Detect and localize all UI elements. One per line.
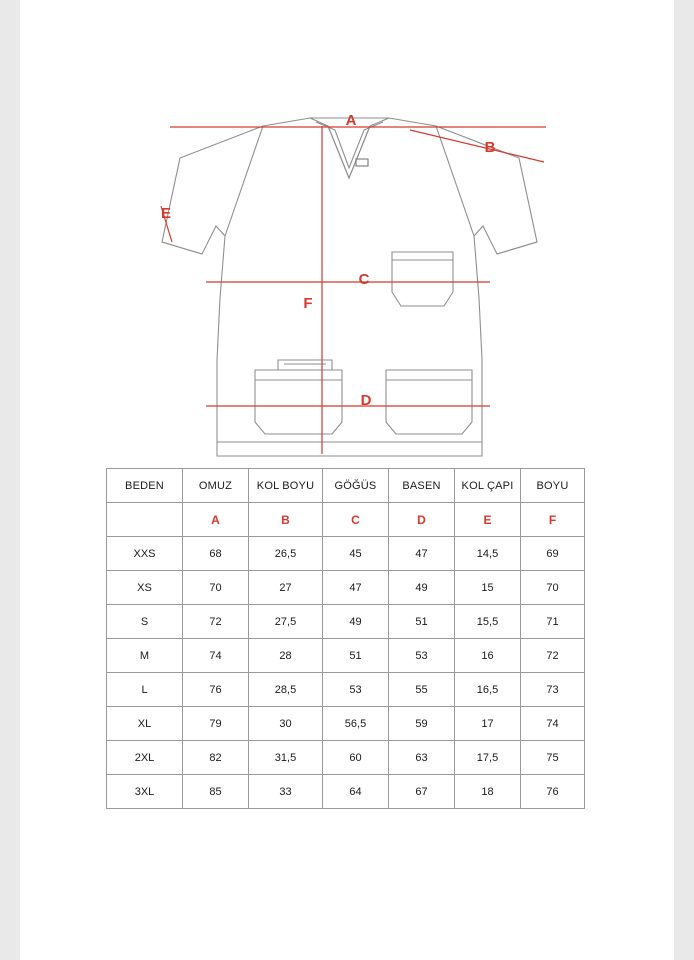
- letter-cell-blank: [107, 503, 183, 537]
- table-row: [107, 741, 585, 775]
- value-cell: 68: [183, 537, 249, 571]
- value-cell: 72: [183, 605, 249, 639]
- table-header-row: [107, 469, 585, 503]
- size-cell: XS: [107, 571, 183, 605]
- value-cell: 51: [389, 605, 455, 639]
- size-cell: XXS: [107, 537, 183, 571]
- letter-cell-a: A: [183, 503, 249, 537]
- value-cell: 76: [183, 673, 249, 707]
- value-cell: 53: [323, 673, 389, 707]
- column-header-basen: BASEN: [389, 469, 455, 503]
- column-header-beden: BEDEN: [107, 469, 183, 503]
- value-cell: 30: [249, 707, 323, 741]
- value-cell: 49: [389, 571, 455, 605]
- table-body: [107, 503, 585, 809]
- value-cell: 31,5: [249, 741, 323, 775]
- table-header: [107, 469, 585, 503]
- size-cell: S: [107, 605, 183, 639]
- value-cell: 49: [323, 605, 389, 639]
- letter-cell-e: E: [455, 503, 521, 537]
- letter-cell-c: C: [323, 503, 389, 537]
- table-row: [107, 639, 585, 673]
- value-cell: 33: [249, 775, 323, 809]
- garment-diagram-svg: [20, 30, 674, 460]
- value-cell: 15,5: [455, 605, 521, 639]
- value-cell: 56,5: [323, 707, 389, 741]
- table-letter-row: [107, 503, 585, 537]
- value-cell: 64: [323, 775, 389, 809]
- value-cell: 45: [323, 537, 389, 571]
- garment-diagram: [20, 30, 674, 460]
- value-cell: 47: [323, 571, 389, 605]
- column-header-kol-capi: KOL ÇAPI: [455, 469, 521, 503]
- dimension-label-c: C: [358, 271, 370, 288]
- value-cell: 27: [249, 571, 323, 605]
- value-cell: 51: [323, 639, 389, 673]
- value-cell: 75: [521, 741, 585, 775]
- size-chart-page: [20, 0, 674, 960]
- value-cell: 27,5: [249, 605, 323, 639]
- value-cell: 71: [521, 605, 585, 639]
- table-row: [107, 605, 585, 639]
- letter-cell-d: D: [389, 503, 455, 537]
- value-cell: 17: [455, 707, 521, 741]
- value-cell: 79: [183, 707, 249, 741]
- table-row: [107, 537, 585, 571]
- size-chart-table: [106, 468, 585, 809]
- value-cell: 47: [389, 537, 455, 571]
- value-cell: 70: [521, 571, 585, 605]
- size-cell: M: [107, 639, 183, 673]
- value-cell: 60: [323, 741, 389, 775]
- value-cell: 72: [521, 639, 585, 673]
- value-cell: 28: [249, 639, 323, 673]
- dimension-label-e: E: [160, 205, 172, 222]
- dimension-label-f: F: [303, 295, 313, 312]
- value-cell: 15: [455, 571, 521, 605]
- table-row: [107, 673, 585, 707]
- column-header-gogus: GÖĞÜS: [323, 469, 389, 503]
- dimension-label-b: B: [484, 139, 496, 156]
- value-cell: 76: [521, 775, 585, 809]
- value-cell: 73: [521, 673, 585, 707]
- value-cell: 17,5: [455, 741, 521, 775]
- value-cell: 14,5: [455, 537, 521, 571]
- value-cell: 70: [183, 571, 249, 605]
- value-cell: 59: [389, 707, 455, 741]
- garment-outline: [162, 118, 537, 456]
- table-row: [107, 571, 585, 605]
- letter-cell-b: B: [249, 503, 323, 537]
- value-cell: 63: [389, 741, 455, 775]
- value-cell: 28,5: [249, 673, 323, 707]
- dimension-label-a: A: [345, 112, 357, 129]
- column-header-omuz: OMUZ: [183, 469, 249, 503]
- value-cell: 67: [389, 775, 455, 809]
- column-header-boyu: BOYU: [521, 469, 585, 503]
- value-cell: 74: [183, 639, 249, 673]
- value-cell: 82: [183, 741, 249, 775]
- table-row: [107, 775, 585, 809]
- value-cell: 55: [389, 673, 455, 707]
- value-cell: 69: [521, 537, 585, 571]
- size-cell: 3XL: [107, 775, 183, 809]
- value-cell: 53: [389, 639, 455, 673]
- value-cell: 85: [183, 775, 249, 809]
- measurement-lines: [161, 126, 546, 454]
- size-cell: 2XL: [107, 741, 183, 775]
- value-cell: 74: [521, 707, 585, 741]
- dimension-label-d: D: [360, 392, 372, 409]
- value-cell: 16: [455, 639, 521, 673]
- column-header-kol-boyu: KOL BOYU: [249, 469, 323, 503]
- value-cell: 16,5: [455, 673, 521, 707]
- table-row: [107, 707, 585, 741]
- letter-cell-f: F: [521, 503, 585, 537]
- size-cell: XL: [107, 707, 183, 741]
- value-cell: 18: [455, 775, 521, 809]
- value-cell: 26,5: [249, 537, 323, 571]
- size-cell: L: [107, 673, 183, 707]
